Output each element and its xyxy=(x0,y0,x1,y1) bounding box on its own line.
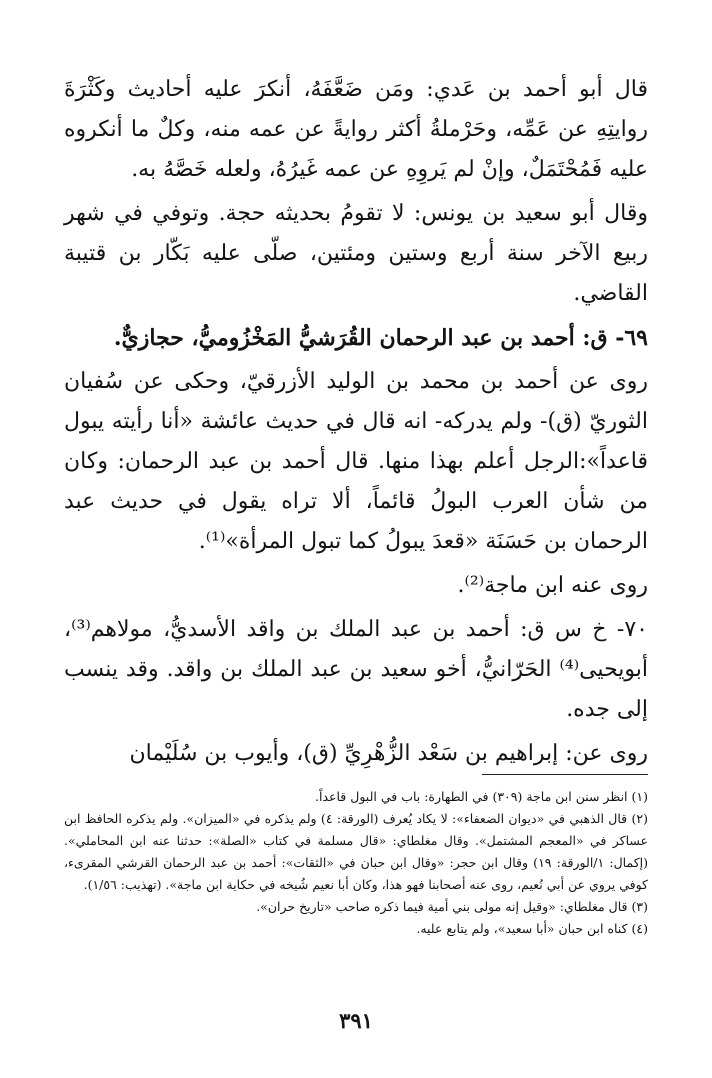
entry-heading-70: ٧٠- خ س ق: أحمد بن عبد الملك بن واقد الأسديُّ، مولاهم⁽³⁾، أبويحيى⁽⁴⁾ الحَرّانيُّ، أخو سعيد بن عبد الملك بن واقد. وقد ينسب إلى جده. xyxy=(64,617,648,722)
footnote-4: (٤) كناه ابن حبان «أبا سعيد»، ولم يتابع عليه. xyxy=(416,921,648,936)
footnote-divider xyxy=(482,774,648,775)
footnote-2: (٢) قال الذهبي في «ديوان الضعفاء»: لا يكاد يُعرف (الورقة: ٤) ولم يذكره في «الميزان». ولم يذكره الحافظ ابن عساكر في «المعجم المشتمل». وقال مغلطاي: «قال مسلمة في كتاب «الصلة»: حدثنا عنه ابن المحاملي». (إكمال: ١/الورقة: ١٩) وقال ابن حجر: «وقال ابن حبان في «الثقات»: أحمد بن عبد الرحمان القرشي المقرىء، كوفي يروي عن أبي نُعيم، روى عنه أصحابنا فهو هذا، وكان أبا نعيم شُيخه في حكاية ابن ماجة». (تهذيب: ١/٥٦). xyxy=(64,811,648,892)
main-text xyxy=(64,70,648,774)
footnote-3: (٣) قال مغلطاي: «وقيل إنه مولى بني أمية فيما ذكره صاحب «تاريخ حران». xyxy=(256,899,648,914)
paragraph-ibn-adi: قال أبو أحمد بن عَدي: ومَن ضَعَّفَهُ، أنكرَ عليه أحاديث وكَثْرَةَ روايتِهِ عن عَمِّه، وحَرْملةُ أكثر روايةً عن عمه منه، وكلٌ ما أنكروه عليه فَمُحْتَمَلٌ، وإنْ لم يَروِهِ عن عمه غَيرُهُ، ولعله خَصَّهُ به. xyxy=(64,77,648,182)
paragraph-entry-70-narration: روى عن: إبراهيم بن سَعْد الزُّهْرِيِّ (ق)، وأيوب بن سُلَيْمان xyxy=(129,741,648,766)
paragraph-entry-69-narration: روى عن أحمد بن محمد بن الوليد الأزرقيّ، وحكى عن سُفيان الثوريّ (ق)- ولم يدركه- انه قال في حديث عائشة «أنا رأيته يبول قاعداً»:الرجل أعلم بهذا منها. قال أحمد بن عبد الرحمان: وكان من شأن العرب البولُ قائماً، ألا تراه يقول في حديث عبد الرحمان بن حَسَنَة «قعدَ يبولُ كما تبول المرأة»⁽¹⁾. xyxy=(64,369,648,554)
entry-heading-69: ٦٩- ق: أحمد بن عبد الرحمان القُرَشيُّ المَخْزُوميُّ، حجازيٌّ. xyxy=(113,325,648,351)
page-number: ٣٩١ xyxy=(339,1008,373,1033)
paragraph-ibn-yunus: وقال أبو سعيد بن يونس: لا تقومُ بحديثه حجة. وتوفي في شهر ربيع الآخر سنة أربع وستين ومئتين، صلّى عليه بَكّار بن قتيبة القاضي. xyxy=(64,201,648,306)
footnote-1: (١) انظر سنن ابن ماجة (٣٠٩) في الطهارة: باب في البول قاعداً. xyxy=(315,789,648,804)
paragraph-ibn-majah: روى عنه ابن ماجة⁽²⁾. xyxy=(457,573,648,598)
footnotes xyxy=(64,786,648,940)
